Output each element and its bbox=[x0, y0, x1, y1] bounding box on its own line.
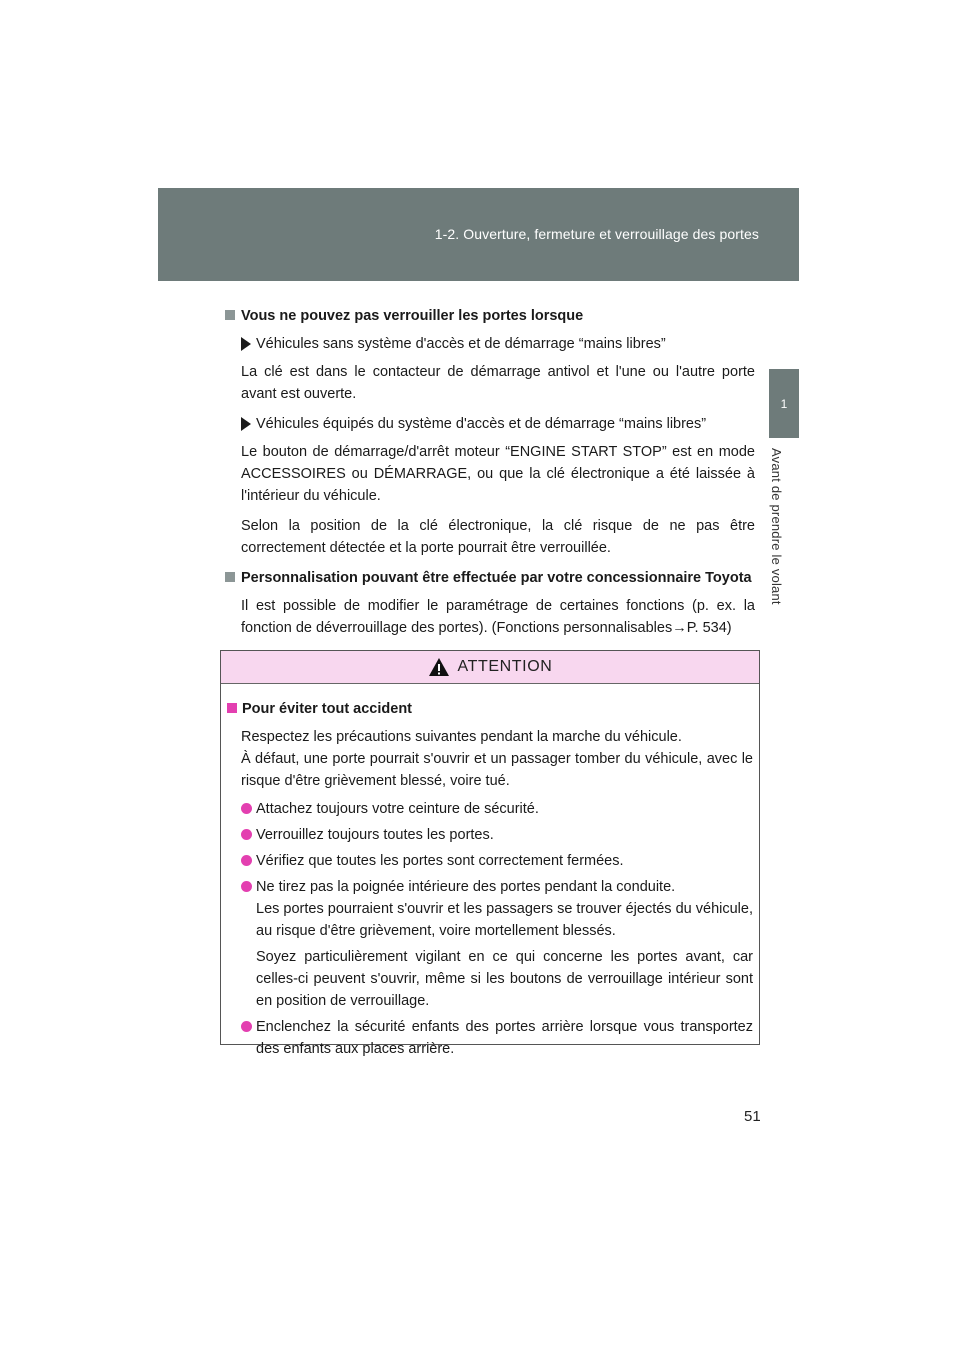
bullet-dot-icon bbox=[241, 1021, 252, 1032]
sub-heading bbox=[241, 413, 755, 435]
section-heading bbox=[225, 567, 755, 589]
chapter-label: Avant de prendre le volant bbox=[769, 448, 784, 605]
warning-icon bbox=[428, 657, 450, 677]
square-bullet-icon bbox=[225, 310, 235, 320]
paragraph: La clé est dans le contacteur de démarrage antivol et l'une ou l'autre porte avant est ouverte. bbox=[241, 364, 755, 402]
square-bullet-icon bbox=[227, 703, 237, 713]
list-item bbox=[241, 1016, 753, 1060]
paragraph: Il est possible de modifier le paramétrage de certaines fonctions (p. ex. la fonction de déverrouillage des portes). (Fonctions personnalisables→P. 534) bbox=[241, 598, 755, 636]
paragraph: Selon la position de la clé électronique, la clé risque de ne pas être correctement détectée et la porte pourrait être verrouillée. bbox=[241, 518, 755, 556]
heading-text: Vous ne pouvez pas verrouiller les portes lorsque bbox=[241, 308, 584, 324]
attention-header bbox=[221, 651, 759, 684]
bullet-text: Enclenchez la sécurité enfants des portes arrière lorsque vous transportez des enfants aux places arrière. bbox=[256, 1019, 753, 1057]
page-number: 51 bbox=[744, 1108, 761, 1125]
list-item bbox=[241, 876, 753, 898]
paragraph: Soyez particulièrement vigilant en ce qui concerne les portes avant, car celles-ci peuvent s'ouvrir, même si les boutons de verrouillage intérieur sont en position de verrouillage. bbox=[256, 949, 753, 1009]
bullet-text: Vérifiez que toutes les portes sont correctement fermées. bbox=[256, 853, 624, 869]
bullet-dot-icon bbox=[241, 881, 252, 892]
bullet-text: Ne tirez pas la poignée intérieure des portes pendant la conduite. bbox=[256, 879, 676, 895]
bullet-text: Attachez toujours votre ceinture de sécurité. bbox=[256, 801, 539, 817]
triangle-arrow-icon bbox=[241, 417, 251, 431]
paragraph: Le bouton de démarrage/d'arrêt moteur “ENGINE START STOP” est en mode ACCESSOIRES ou DÉMARRAGE, ou que la clé électronique a été laissée à l'intérieur du véhicule. bbox=[241, 444, 755, 504]
sub-heading-text: Véhicules équipés du système d'accès et de démarrage “mains libres” bbox=[256, 416, 707, 432]
bullet-text: Verrouillez toujours toutes les portes. bbox=[256, 827, 494, 843]
main-content bbox=[225, 305, 755, 647]
list-item bbox=[241, 850, 753, 872]
attention-body bbox=[221, 684, 759, 1060]
sub-heading bbox=[241, 333, 755, 355]
list-item bbox=[241, 824, 753, 846]
bullet-dot-icon bbox=[241, 803, 252, 814]
attention-heading bbox=[227, 698, 753, 720]
list-item bbox=[241, 798, 753, 820]
attention-box bbox=[220, 650, 760, 1057]
header-band bbox=[158, 188, 799, 281]
section-title: 1-2. Ouverture, fermeture et verrouillage des portes bbox=[434, 226, 759, 242]
attention-title: ATTENTION bbox=[457, 658, 553, 675]
chapter-tab bbox=[769, 369, 799, 438]
paragraph: Les portes pourraient s'ouvrir et les passagers se trouver éjectés du véhicule, au risque d'être grièvement, voire mortellement blessés. bbox=[256, 901, 753, 939]
chapter-number: 1 bbox=[780, 396, 788, 411]
heading-text: Personnalisation pouvant être effectuée par votre concessionnaire Toyota bbox=[241, 570, 752, 586]
square-bullet-icon bbox=[225, 572, 235, 582]
paragraph: Respectez les précautions suivantes pendant la marche du véhicule. bbox=[241, 729, 682, 745]
bullet-dot-icon bbox=[241, 855, 252, 866]
triangle-arrow-icon bbox=[241, 337, 251, 351]
paragraph: À défaut, une porte pourrait s'ouvrir et un passager tomber du véhicule, avec le risque d'être grièvement blessé, voire tué. bbox=[241, 751, 753, 789]
attention-heading-text: Pour éviter tout accident bbox=[242, 701, 413, 717]
bullet-dot-icon bbox=[241, 829, 252, 840]
sub-heading-text: Véhicules sans système d'accès et de démarrage “mains libres” bbox=[256, 336, 666, 352]
section-heading bbox=[225, 305, 755, 327]
